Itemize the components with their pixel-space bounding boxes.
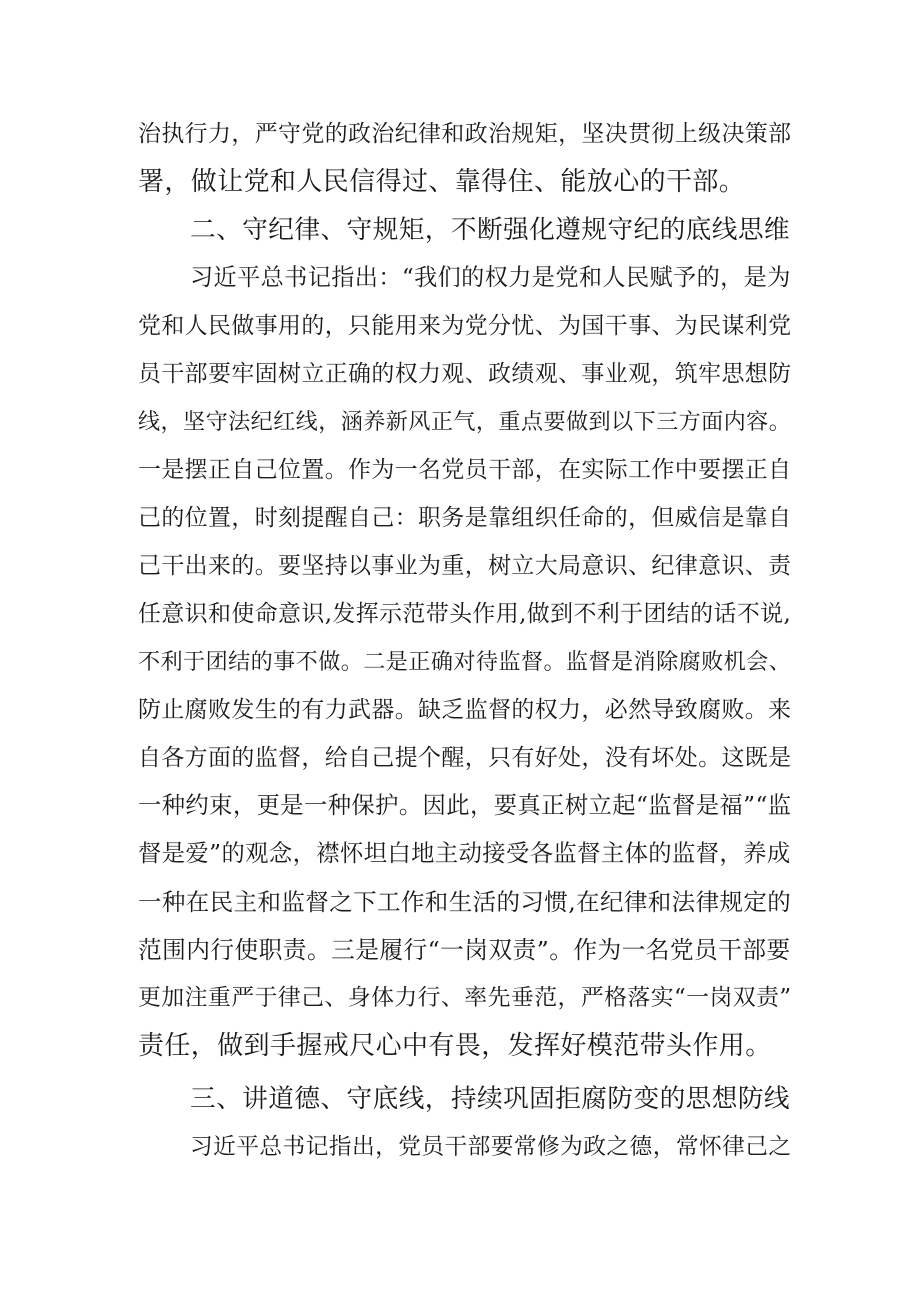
body-text-line: 防止腐败发生的有力武器。缺乏监督的权力，必然导致腐败。来: [138, 697, 792, 723]
section-heading-2: 二、守纪律、守规矩，不断强化遵规守纪的底线思维: [190, 215, 791, 245]
body-text-line: 一种约束，更是一种保护。因此，要真正树立起“监督是福”“监: [138, 792, 792, 819]
body-text-line: 署，做让党和人民信得过、靠得住、能放心的干部。: [138, 167, 746, 197]
body-text-line: 责任，做到手握戒尺心中有畏，发挥好模范带头作用。: [138, 1031, 772, 1061]
body-text-line: 一是摆正自己位置。作为一名党员干部，在实际工作中要摆正自: [138, 457, 792, 483]
body-text-line: 治执行力，严守党的政治纪律和政治规矩，坚决贯彻上级决策部: [138, 121, 792, 147]
body-text-line: 不利于团结的事不做。二是正确对待监督。监督是消除腐败机会、: [138, 649, 792, 675]
body-text-line: 己的位置，时刻提醒自己：职务是靠组织任命的，但威信是靠自: [138, 505, 792, 531]
body-text-line: 范围内行使职责。三是履行“一岗双责”。作为一名党员干部要: [138, 936, 791, 964]
body-text-line: 更加注重严于律己、身体力行、率先垂范，严格落实“一岗双责”: [138, 985, 792, 1011]
body-text-line: 员干部要牢固树立正确的权力观、政绩观、事业观，筑牢思想防: [138, 361, 792, 387]
body-text-line: 己干出来的。要坚持以事业为重，树立大局意识、纪律意识、责: [138, 553, 792, 579]
body-text-line: 自各方面的监督，给自己提个醒，只有好处，没有坏处。这既是: [138, 745, 792, 771]
body-text-line: 督是爱”的观念，襟怀坦白地主动接受各监督主体的监督，养成: [138, 840, 791, 867]
body-text-line: 习近平总书记指出：“我们的权力是党和人民赋予的，是为: [190, 265, 791, 291]
body-text-line: 习近平总书记指出，党员干部要常修为政之德，常怀律己之: [190, 1134, 792, 1160]
body-text-line: 任意识和使命意识,发挥示范带头作用,做到不利于团结的话不说,: [138, 601, 792, 627]
body-text-line: 线，坚守法纪红线，涵养新风正气，重点要做到以下三方面内容。: [138, 409, 792, 435]
body-text-line: 党和人民做事用的，只能用来为党分忧、为国干事、为民谋利党: [138, 313, 792, 339]
section-heading-3: 三、讲道德、守底线，持续巩固拒腐防变的思想防线: [190, 1084, 791, 1114]
body-text-line: 一种在民主和监督之下工作和生活的习惯,在纪律和法律规定的: [138, 888, 792, 916]
